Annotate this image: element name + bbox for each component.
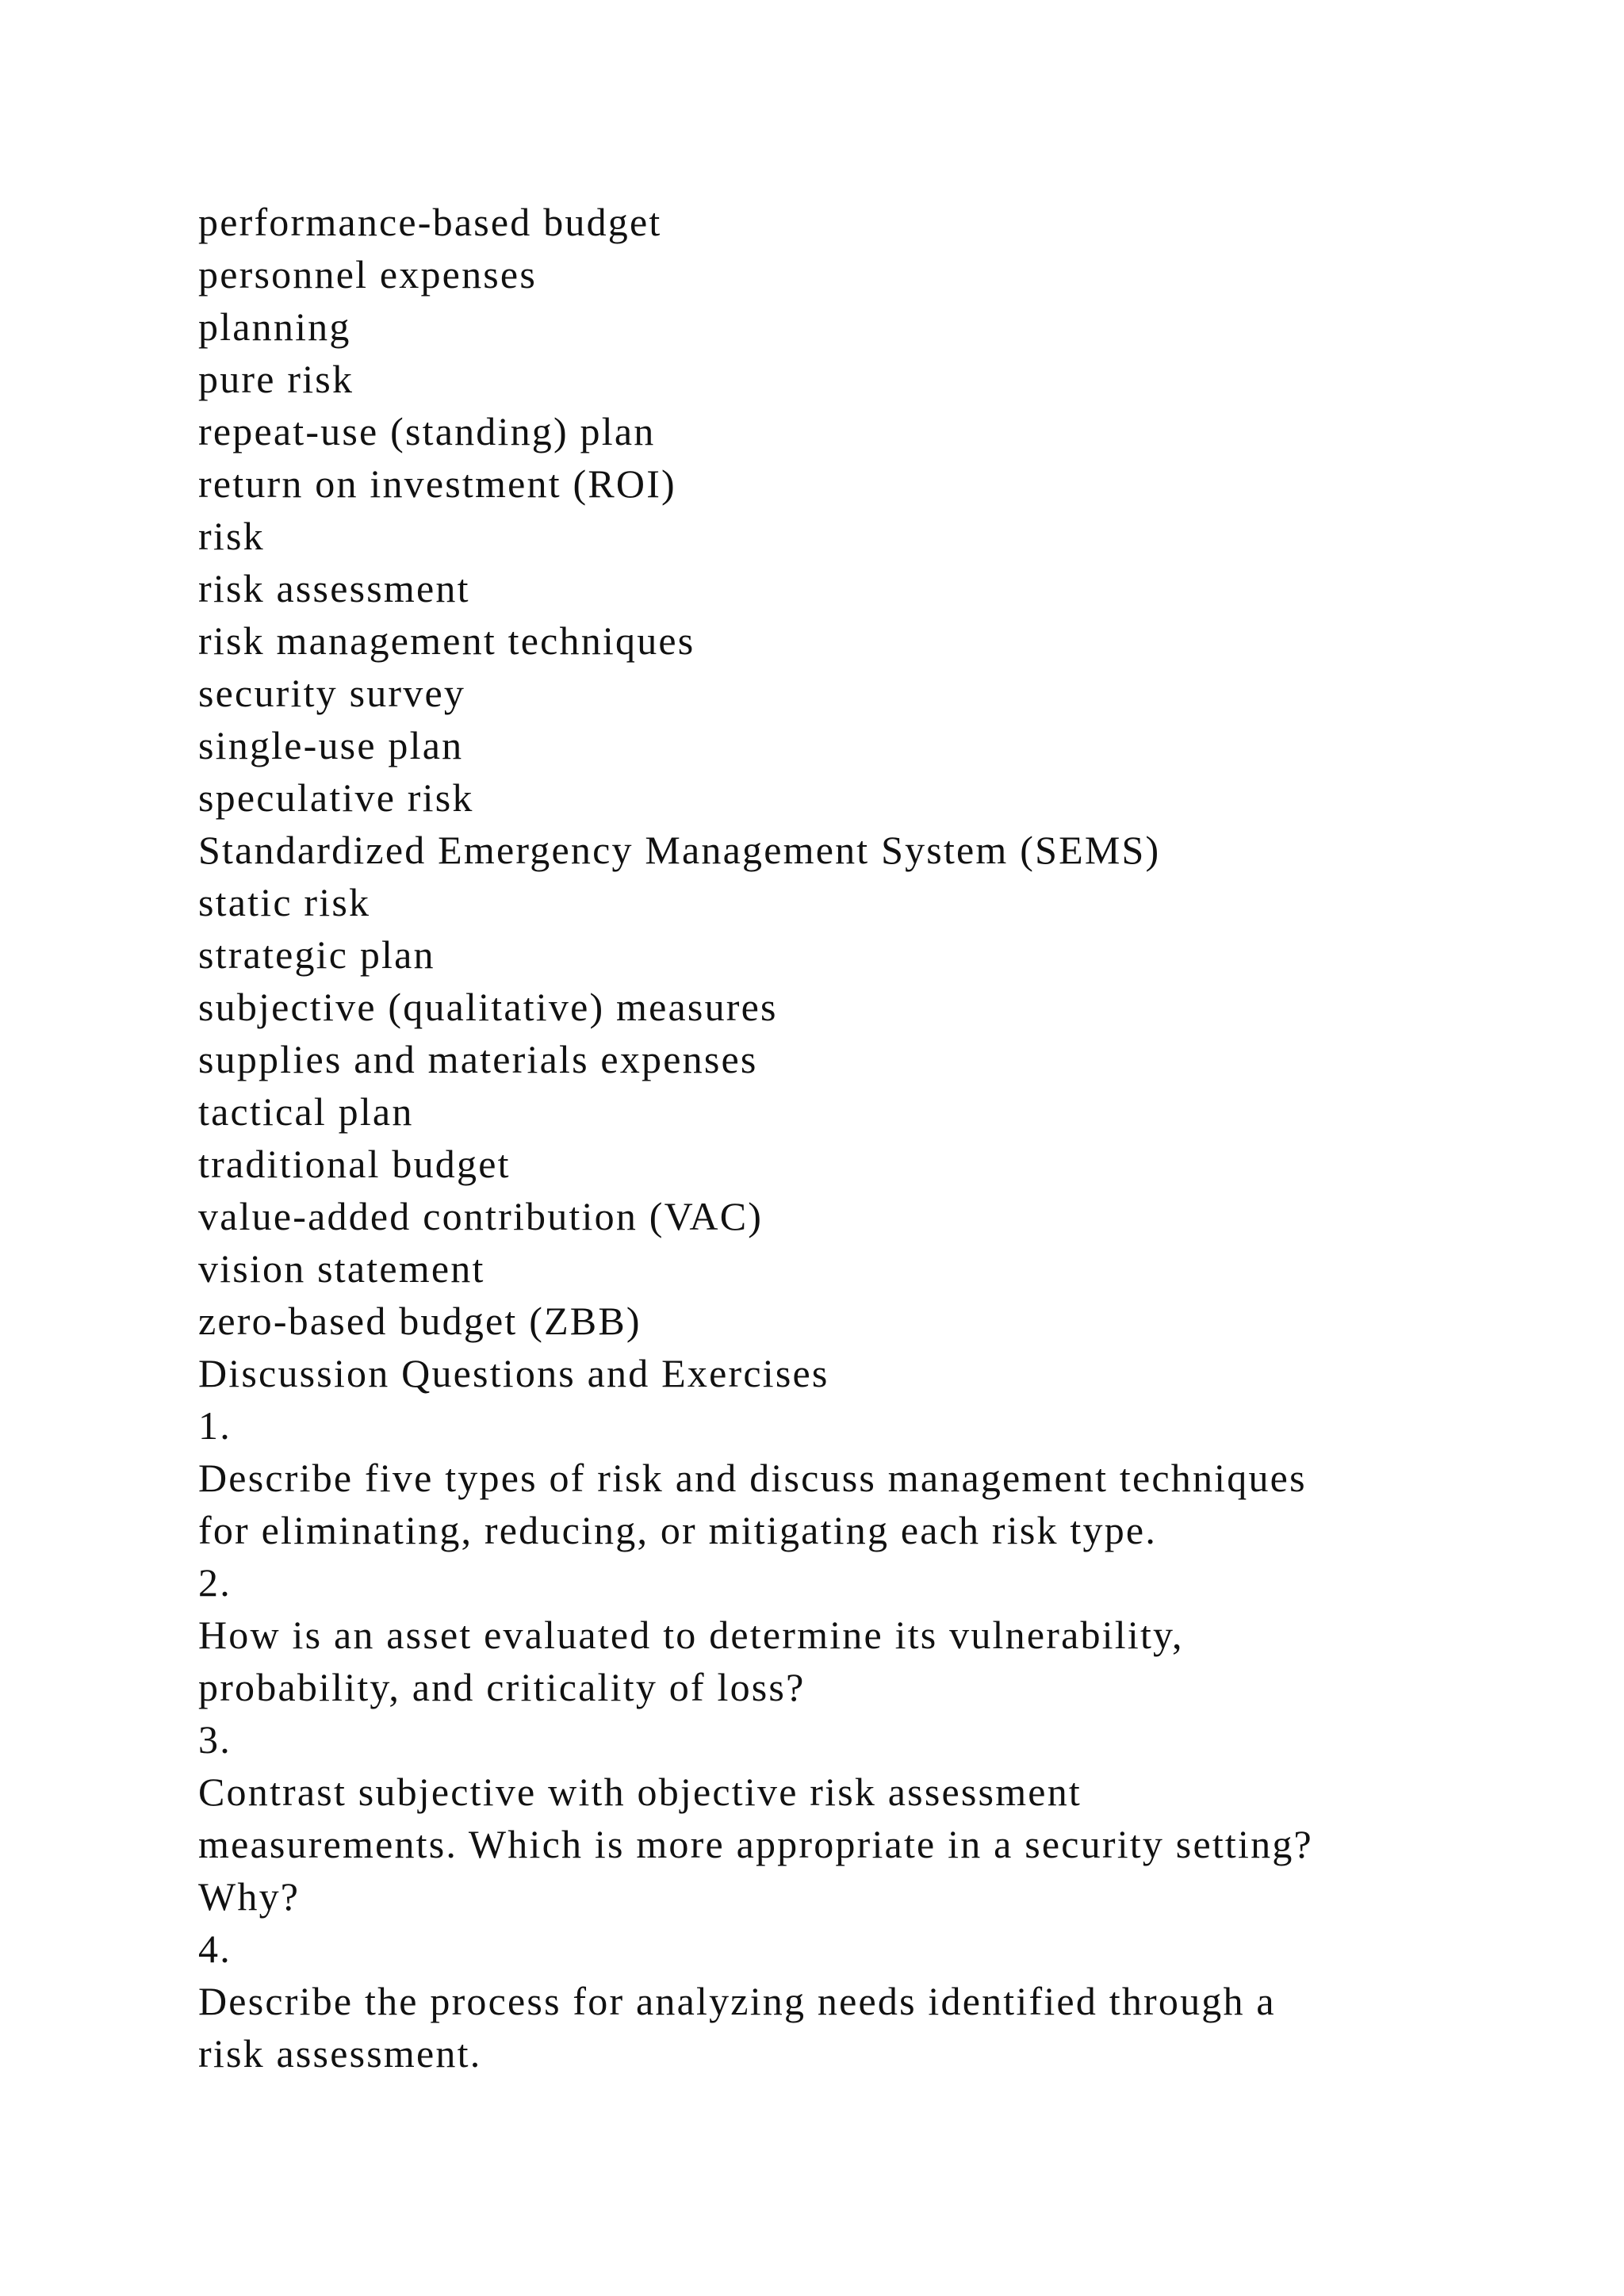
question-text-line: measurements. Which is more appropriate in a security setting? (198, 1822, 1313, 1866)
glossary-term: strategic plan (198, 932, 435, 977)
question-number: 4. (198, 1927, 232, 1971)
glossary-term: planning (198, 304, 351, 349)
glossary-term: subjective (qualitative) measures (198, 985, 778, 1029)
glossary-term: risk (198, 514, 265, 558)
glossary-term: risk assessment (198, 566, 470, 610)
question-text-line: Describe the process for analyzing needs identified through a (198, 1979, 1276, 2023)
section-heading: Discussion Questions and Exercises (198, 1351, 829, 1395)
question-number: 3. (198, 1717, 232, 1762)
question-text-line: probability, and criticality of loss? (198, 1665, 806, 1709)
glossary-term: supplies and materials expenses (198, 1037, 758, 1081)
glossary-term: repeat-use (standing) plan (198, 409, 656, 453)
question-text-line: risk assessment. (198, 2031, 482, 2076)
question-number: 1. (198, 1403, 232, 1448)
glossary-term: security survey (198, 671, 466, 715)
glossary-term: static risk (198, 880, 371, 924)
glossary-term: pure risk (198, 357, 354, 401)
glossary-term: Standardized Emergency Management System (SEMS) (198, 828, 1161, 872)
glossary-term: traditional budget (198, 1142, 511, 1186)
glossary-term: tactical plan (198, 1089, 414, 1134)
glossary-term: risk management techniques (198, 618, 695, 663)
question-text-line: Why? (198, 1874, 301, 1919)
question-number: 2. (198, 1560, 232, 1605)
glossary-term: value-added contribution (VAC) (198, 1194, 764, 1238)
glossary-term: speculative risk (198, 775, 474, 820)
question-text-line: Describe five types of risk and discuss management techniques (198, 1456, 1307, 1500)
glossary-term: return on investment (ROI) (198, 461, 676, 506)
glossary-term: personnel expenses (198, 252, 537, 297)
glossary-term: performance-based budget (198, 200, 662, 244)
glossary-term: vision statement (198, 1246, 485, 1291)
glossary-term: single-use plan (198, 723, 464, 767)
question-text-line: for eliminating, reducing, or mitigating each risk type. (198, 1508, 1158, 1552)
document-text (198, 196, 1546, 2080)
question-text-line: Contrast subjective with objective risk assessment (198, 1770, 1082, 1814)
question-text-line: How is an asset evaluated to determine its vulnerability, (198, 1613, 1184, 1657)
glossary-term: zero-based budget (ZBB) (198, 1299, 642, 1343)
